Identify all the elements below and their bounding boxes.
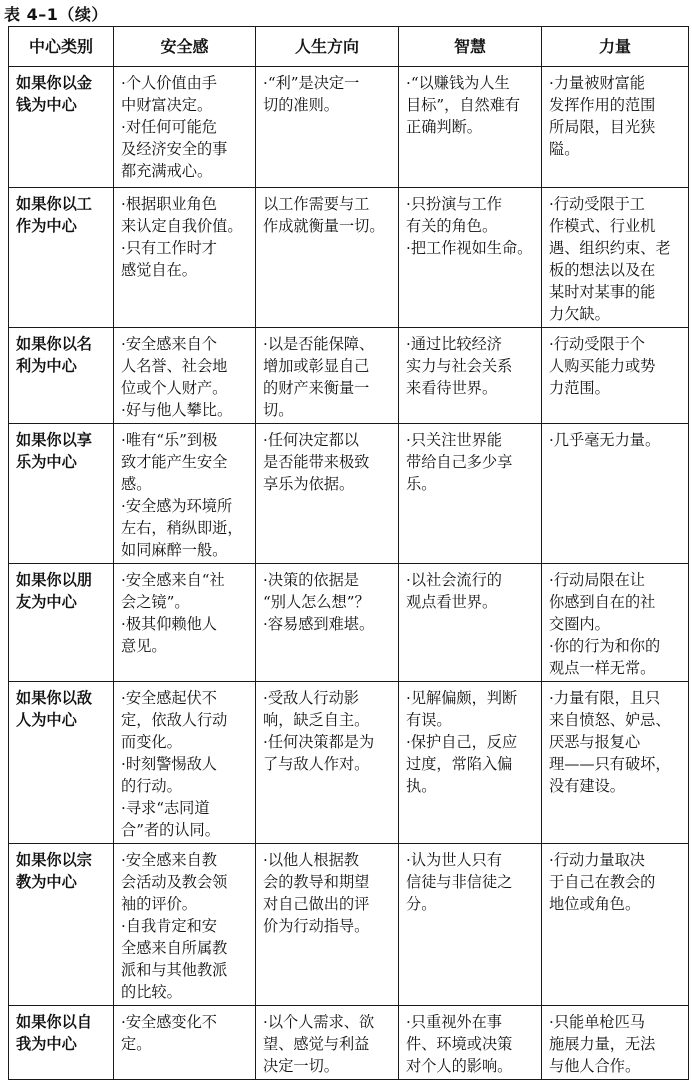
cell-security: ·唯有“乐”到极 致才能产生安全 感。 ·安全感为环境所 左右，稍纵即逝， 如同麻醉一般。 bbox=[114, 424, 256, 564]
table-row bbox=[9, 188, 689, 328]
cell-direction: ·以是否能保障、 增加或彰显自己 的财产来衡量一切。 bbox=[256, 328, 399, 424]
cell-power: ·力量被财富能 发挥作用的范围 所局限，目光狭 隘。 bbox=[542, 67, 689, 188]
cell-direction: ·受敌人行动影 响，缺乏自主。 ·任何决策都是为 了与敌人作对。 bbox=[256, 682, 399, 844]
row-category: 如果你以敌 人为中心 bbox=[9, 682, 114, 844]
cell-wisdom: ·见解偏颇，判断 有误。 ·保护自己，反应 过度，常陷入偏 执。 bbox=[399, 682, 542, 844]
header-category: 中心类别 bbox=[9, 27, 114, 67]
cell-security: ·安全感变化不 定。 bbox=[114, 1006, 256, 1080]
cell-wisdom: ·只扮演与工作 有关的角色。 ·把工作视如生命。 bbox=[399, 188, 542, 328]
row-category: 如果你以工 作为中心 bbox=[9, 188, 114, 328]
cell-direction: ·决策的依据是 “别人怎么想”？ ·容易感到难堪。 bbox=[256, 564, 399, 682]
cell-wisdom: ·“以赚钱为人生 目标”，自然难有 正确判断。 bbox=[399, 67, 542, 188]
table-row bbox=[9, 328, 689, 424]
cell-wisdom: ·认为世人只有 信徒与非信徒之 分。 bbox=[399, 844, 542, 1006]
header-wisdom: 智慧 bbox=[399, 27, 542, 67]
cell-wisdom: ·只重视外在事 件、环境或决策 对个人的影响。 bbox=[399, 1006, 542, 1080]
cell-direction: ·以他人根据教 会的教导和期望 对自己做出的评 价为行动指导。 bbox=[256, 844, 399, 1006]
row-category: 如果你以自 我为中心 bbox=[9, 1006, 114, 1080]
cell-direction: ·任何决定都以 是否能带来极致 享乐为依据。 bbox=[256, 424, 399, 564]
cell-wisdom: ·通过比较经济 实力与社会关系 来看待世界。 bbox=[399, 328, 542, 424]
table-row bbox=[9, 1006, 689, 1080]
cell-power: ·行动局限在让 你感到自在的社 交圈内。 ·你的行为和你的 观点一样无常。 bbox=[542, 564, 689, 682]
cell-power: ·力量有限，且只 来自愤怒、妒忌、 厌恶与报复心 理——只有破坏， 没有建设。 bbox=[542, 682, 689, 844]
center-category-table bbox=[8, 26, 689, 1080]
cell-direction: ·“利”是决定一 切的准则。 bbox=[256, 67, 399, 188]
header-power: 力量 bbox=[542, 27, 689, 67]
row-category: 如果你以享 乐为中心 bbox=[9, 424, 114, 564]
cell-power: ·行动受限于工 作模式、行业机 遇、组织约束、老 板的想法以及在 某时对某事的能 力欠缺。 bbox=[542, 188, 689, 328]
cell-security: ·安全感起伏不 定，依敌人行动 而变化。 ·时刻警惕敌人 的行动。 ·寻求“志同道 合”者的认同。 bbox=[114, 682, 256, 844]
cell-security: ·安全感来自“社 会之镜”。 ·极其仰赖他人 意见。 bbox=[114, 564, 256, 682]
cell-power: ·几乎毫无力量。 bbox=[542, 424, 689, 564]
table-caption: 表 4–1（续） bbox=[4, 5, 108, 24]
table-row bbox=[9, 682, 689, 844]
table-row bbox=[9, 564, 689, 682]
header-direction: 人生方向 bbox=[256, 27, 399, 67]
header-row bbox=[9, 27, 689, 67]
table-row bbox=[9, 424, 689, 564]
cell-wisdom: ·只关注世界能 带给自己多少享乐。 bbox=[399, 424, 542, 564]
cell-wisdom: ·以社会流行的 观点看世界。 bbox=[399, 564, 542, 682]
cell-power: ·行动力量取决 于自己在教会的 地位或角色。 bbox=[542, 844, 689, 1006]
row-category: 如果你以金 钱为中心 bbox=[9, 67, 114, 188]
cell-security: ·根据职业角色 来认定自我价值。 ·只有工作时才 感觉自在。 bbox=[114, 188, 256, 328]
row-category: 如果你以宗 教为中心 bbox=[9, 844, 114, 1006]
header-security: 安全感 bbox=[114, 27, 256, 67]
cell-direction: ·以个人需求、欲 望、感觉与利益 决定一切。 bbox=[256, 1006, 399, 1080]
cell-direction: 以工作需要与工 作成就衡量一切。 bbox=[256, 188, 399, 328]
cell-security: ·安全感来自个 人名誉、社会地 位或个人财产。 ·好与他人攀比。 bbox=[114, 328, 256, 424]
row-category: 如果你以名 利为中心 bbox=[9, 328, 114, 424]
table-row bbox=[9, 844, 689, 1006]
cell-security: ·安全感来自教 会活动及教会领 袖的评价。 ·自我肯定和安 全感来自所属教 派和与其他教派 的比较。 bbox=[114, 844, 256, 1006]
cell-security: ·个人价值由手 中财富决定。 ·对任何可能危 及经济安全的事 都充满戒心。 bbox=[114, 67, 256, 188]
table-row bbox=[9, 67, 689, 188]
cell-power: ·行动受限于个 人购买能力或势 力范围。 bbox=[542, 328, 689, 424]
cell-power: ·只能单枪匹马 施展力量，无法 与他人合作。 bbox=[542, 1006, 689, 1080]
row-category: 如果你以朋 友为中心 bbox=[9, 564, 114, 682]
